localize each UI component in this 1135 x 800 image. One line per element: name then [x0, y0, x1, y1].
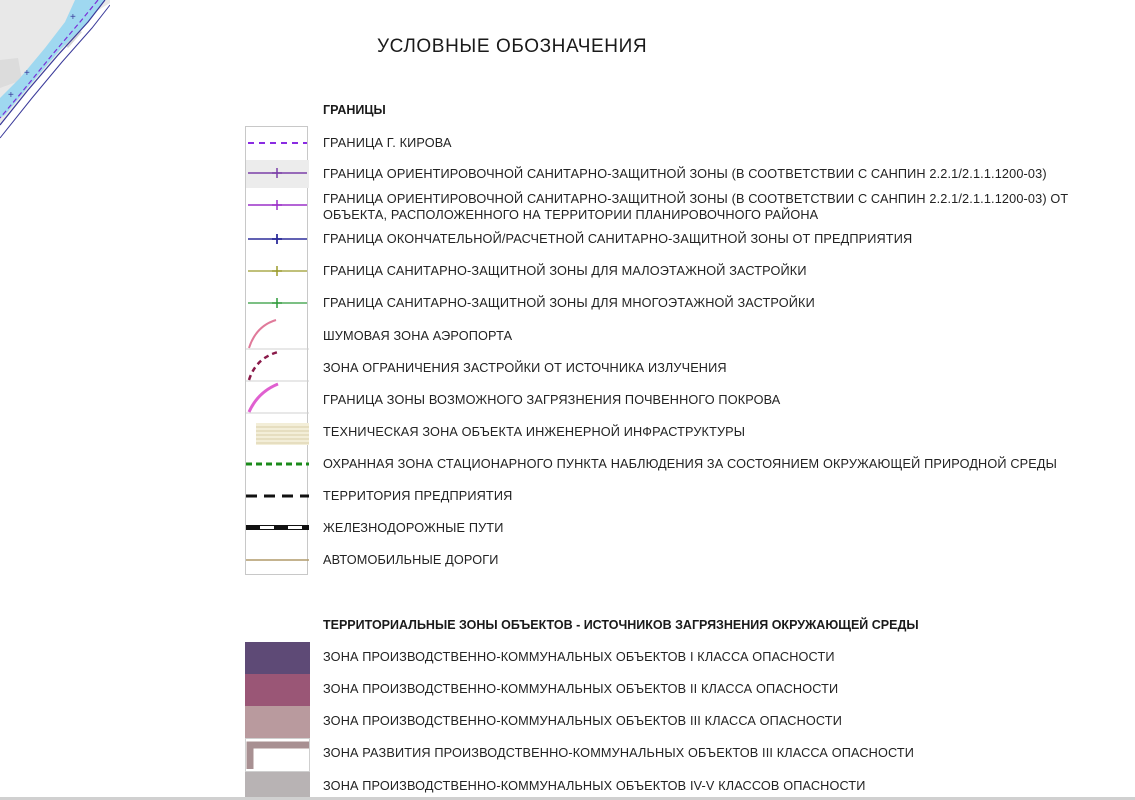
legend-label: ЖЕЛЕЗНОДОРОЖНЫЕ ПУТИ	[323, 521, 504, 535]
legend-title: УСЛОВНЫЕ ОБОЗНАЧЕНИЯ	[377, 36, 648, 57]
legend-label-line1: ГРАНИЦА ОРИЕНТИРОВОЧНОЙ САНИТАРНО-ЗАЩИТНОЙ ЗОНЫ (В СООТВЕТСТВИИ С САНПИН 2.2.1/2.1.1.1200-03) ОТ	[323, 192, 1069, 206]
symbol-monitoring-point	[246, 456, 309, 472]
svg-text:+: +	[70, 12, 76, 23]
swatch-class-4-5	[245, 772, 310, 798]
legend-label: ЗОНА РАЗВИТИЯ ПРОИЗВОДСТВЕННО-КОММУНАЛЬНЫХ ОБЪЕКТОВ III КЛАССА ОПАСНОСТИ	[323, 746, 915, 760]
legend-label: АВТОМОБИЛЬНЫЕ ДОРОГИ	[323, 553, 499, 567]
swatch-class-1	[245, 642, 310, 674]
svg-text:+: +	[8, 90, 14, 101]
symbol-roads	[246, 552, 309, 568]
legend-label: ЗОНА ПРОИЗВОДСТВЕННО-КОММУНАЛЬНЫХ ОБЪЕКТОВ II КЛАССА ОПАСНОСТИ	[323, 682, 839, 696]
symbol-airport-noise	[246, 318, 309, 350]
legend-label: ГРАНИЦА САНИТАРНО-ЗАЩИТНОЙ ЗОНЫ ДЛЯ МНОГОЭТАЖНОЙ ЗАСТРОЙКИ	[323, 296, 815, 310]
legend-label: ГРАНИЦА ЗОНЫ ВОЗМОЖНОГО ЗАГРЯЗНЕНИЯ ПОЧВЕННОГО ПОКРОВА	[323, 393, 781, 407]
symbol-highrise-zone	[246, 295, 309, 311]
legend-label: ШУМОВАЯ ЗОНА АЭРОПОРТА	[323, 329, 513, 343]
legend-label: ГРАНИЦА Г. КИРОВА	[323, 136, 452, 150]
symbol-enterprise-territory	[246, 488, 309, 504]
section-title-borders: ГРАНИЦЫ	[323, 103, 386, 117]
swatch-class-3	[245, 706, 310, 738]
legend-label: ГРАНИЦА САНИТАРНО-ЗАЩИТНОЙ ЗОНЫ ДЛЯ МАЛОЭТАЖНОЙ ЗАСТРОЙКИ	[323, 264, 807, 278]
legend-label: ЗОНА ОГРАНИЧЕНИЯ ЗАСТРОЙКИ ОТ ИСТОЧНИКА ИЗЛУЧЕНИЯ	[323, 361, 727, 375]
legend-label: ТЕРРИТОРИЯ ПРЕДПРИЯТИЯ	[323, 489, 513, 503]
symbol-technical-zone	[246, 420, 309, 448]
symbol-final-sanitary-zone	[246, 231, 309, 247]
svg-text:+: +	[24, 68, 30, 79]
symbol-sanitary-zone-approx	[246, 160, 309, 188]
swatch-class-3-development	[245, 738, 310, 772]
swatch-class-2	[245, 674, 310, 706]
legend-label: ОХРАННАЯ ЗОНА СТАЦИОНАРНОГО ПУНКТА НАБЛЮДЕНИЯ ЗА СОСТОЯНИЕМ ОКРУЖАЮЩЕЙ ПРИРОДНОЙ СРЕДЫ	[323, 457, 1057, 471]
legend-label: ГРАНИЦА ОРИЕНТИРОВОЧНОЙ САНИТАРНО-ЗАЩИТНОЙ ЗОНЫ (В СООТВЕТСТВИИ С САНПИН 2.2.1/2.1.1.1200-03)	[323, 167, 1047, 181]
legend-label: ЗОНА ПРОИЗВОДСТВЕННО-КОММУНАЛЬНЫХ ОБЪЕКТОВ III КЛАССА ОПАСНОСТИ	[323, 714, 842, 728]
legend-label-line2: ОБЪЕКТА, РАСПОЛОЖЕННОГО НА ТЕРРИТОРИИ ПЛАНИРОВОЧНОГО РАЙОНА	[323, 208, 819, 222]
legend-label: ТЕХНИЧЕСКАЯ ЗОНА ОБЪЕКТА ИНЖЕНЕРНОЙ ИНФРАСТРУКТУРЫ	[323, 425, 746, 439]
symbol-lowrise-zone	[246, 263, 309, 279]
legend-label: ЗОНА ПРОИЗВОДСТВЕННО-КОММУНАЛЬНЫХ ОБЪЕКТОВ IV-V КЛАССОВ ОПАСНОСТИ	[323, 779, 866, 793]
symbol-kirov-border	[246, 136, 309, 150]
symbol-railway	[246, 520, 309, 536]
legend-label: ГРАНИЦА ОКОНЧАТЕЛЬНОЙ/РАСЧЕТНОЙ САНИТАРНО-ЗАЩИТНОЙ ЗОНЫ ОТ ПРЕДПРИЯТИЯ	[323, 232, 913, 246]
legend-label: ЗОНА ПРОИЗВОДСТВЕННО-КОММУНАЛЬНЫХ ОБЪЕКТОВ I КЛАССА ОПАСНОСТИ	[323, 650, 835, 664]
symbol-radiation-restriction	[246, 350, 309, 382]
symbol-soil-contamination	[246, 382, 309, 414]
symbol-sanitary-zone-object	[246, 197, 309, 213]
section-title-zones: ТЕРРИТОРИАЛЬНЫЕ ЗОНЫ ОБЪЕКТОВ - ИСТОЧНИКОВ ЗАГРЯЗНЕНИЯ ОКРУЖАЮЩЕЙ СРЕДЫ	[323, 618, 919, 632]
map-fragment	[0, 0, 110, 145]
